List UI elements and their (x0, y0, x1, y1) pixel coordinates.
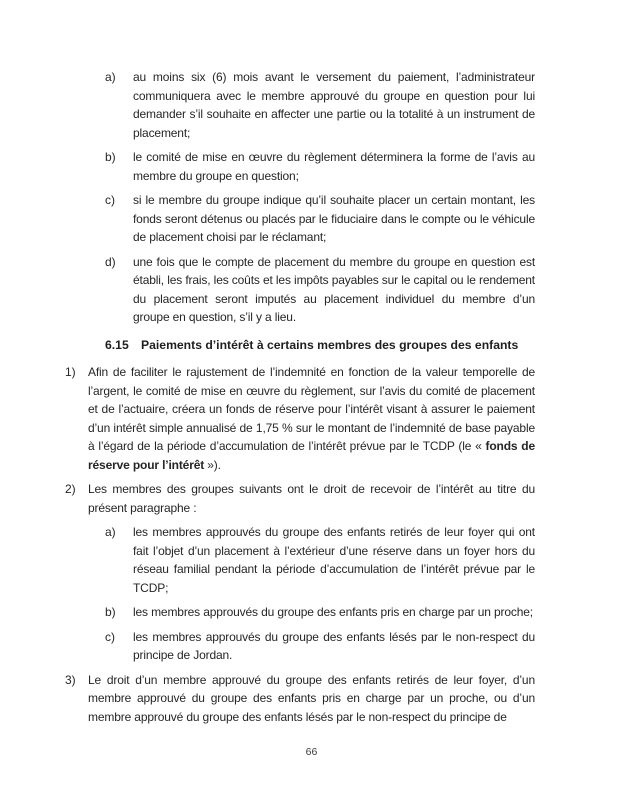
numbered-item-text: Les membres des groupes suivants ont le droit de recevoir de l’intérêt au titre du présent paragraphe : (88, 482, 535, 515)
list-item-b (105, 148, 623, 185)
sublist-item-a (105, 523, 623, 597)
list-item-marker: c) (105, 193, 115, 207)
numbered-item-text (88, 363, 535, 474)
sublist-item-b (105, 603, 623, 622)
list-item-text: au moins six (6) mois avant le versement du paiement, l’administrateur communiquera avec le membre approuvé du groupe en question pour lui demander s’il souhaite en affecter une partie ou la totalité à un instrument de placement; (133, 70, 535, 140)
numbered-item-1 (65, 363, 623, 474)
list-item-a (105, 68, 623, 142)
list-item-text: les membres approuvés du groupe des enfants lésés par le non-respect du principe de Jordan. (133, 629, 535, 662)
list-item-text: le comité de mise en œuvre du règlement déterminera la forme de l’avis au membre du groupe en question; (133, 150, 535, 183)
section-heading (105, 336, 623, 355)
numbered-item-marker: 1) (65, 365, 76, 379)
paragraph-text: »). (204, 457, 221, 472)
defined-term-bold: fonds de réserve pour l’intérêt (88, 439, 535, 472)
sublist-item-c (105, 628, 623, 665)
numbered-item-marker: 2) (65, 482, 76, 496)
list-item-d (105, 253, 623, 327)
section-title: Paiements d’intérêt à certains membres des groupes des enfants (141, 337, 519, 352)
list-item-text: les membres approuvés du groupe des enfants pris en charge par un proche; (133, 605, 533, 619)
list-item-text: les membres approuvés du groupe des enfants retirés de leur foyer qui ont fait l’objet d’un placement à l’extérieur d’une réserve dans un foyer hors du réseau familial pendant la période d’accumulation de l’intérêt prévue par le TCDP; (133, 525, 535, 595)
list-item-text: une fois que le compte de placement du membre du groupe en question est établi, les frais, les coûts et les impôts payables sur le capital ou le rendement du placement seront imputés au placement individuel du membre d’un groupe en question, s’il y a lieu. (133, 254, 535, 324)
list-item-marker: c) (105, 629, 115, 644)
numbered-item-text: Le droit d’un membre approuvé du groupe des enfants retirés de leur foyer, d’un membre approuvé du groupe des enfants pris en charge par un proche, ou d’un membre approuvé du groupe des enfants lésés par le non-respect du principe de (88, 672, 535, 724)
numbered-item-marker: 3) (65, 672, 76, 687)
list-item-marker: d) (105, 254, 116, 269)
list-item-marker: a) (105, 70, 116, 84)
numbered-item-3 (65, 671, 623, 727)
section-number: 6.15 (105, 337, 129, 352)
list-item-text: si le membre du groupe indique qu’il souhaite placer un certain montant, les fonds seront détenus ou placés par le fiduciaire dans le compte ou le véhicule de placement choisi par le réclamant; (133, 193, 535, 244)
list-item-c (105, 191, 623, 247)
list-item-marker: b) (105, 605, 116, 619)
paragraph-text: Afin de faciliter le rajustement de l’indemnité en fonction de la valeur temporelle de l’argent, le comité de mise en œuvre du règlement, sur l’avis du comité de placement et de l’actuaire, créera un fonds de réserve pour l’intérêt visant à assurer le paiement d’un intérêt simple annualisé de 1,75 % sur le montant de l’indemnité de base payable à l’égard de la période d’accumulation de l’intérêt prévue par le TCDP (le « (88, 365, 535, 453)
page-number: 66 (305, 746, 318, 758)
list-item-marker: b) (105, 150, 116, 164)
list-item-marker: a) (105, 525, 116, 539)
numbered-item-2 (65, 480, 623, 517)
